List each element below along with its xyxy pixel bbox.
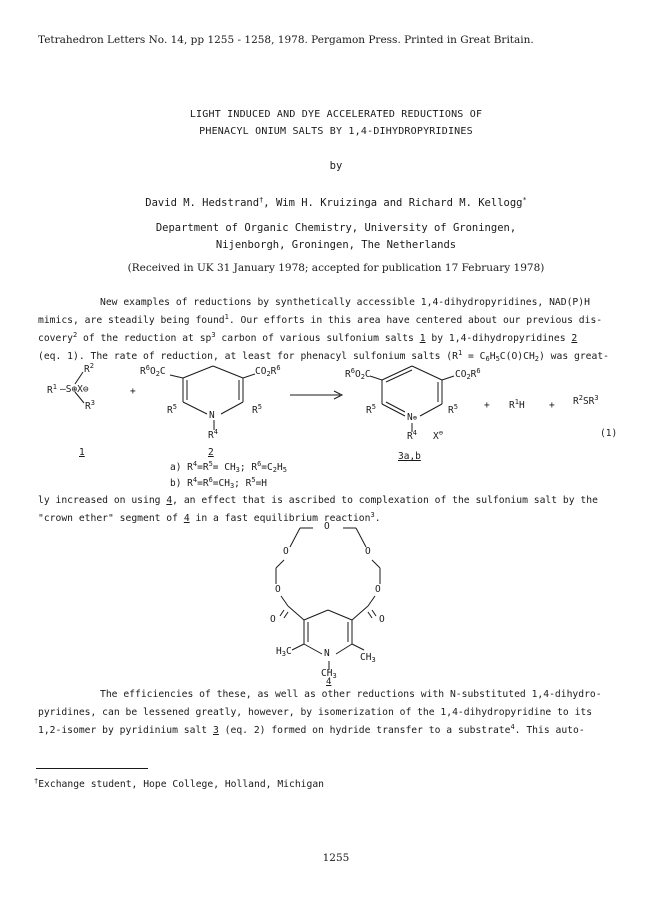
r4-label: $R^4$ [208,428,218,441]
footnote-text: Exchange student, Hope College, Holland, Michigan [38,779,325,790]
crown-nitrogen: N [324,648,330,659]
r2-label: $R^2$ [84,362,94,375]
option-b: b) $R^4=R^6=CH_3$; $R^5=H$ [170,476,268,490]
r5-right: $R^5$ [252,403,262,416]
title-line-2: PHENACYL ONIUM SALTS BY 1,4-DIHYDROPYRIDINES [199,126,473,137]
methyl-left: $H_3C$ [276,646,292,658]
footnote-dagger: † [34,777,39,785]
compound-2-label: 2 [208,447,214,458]
para1-line-2: mimics, are steadily being found$^1$. Our efforts in this area have centered about our previous dis- [38,313,603,326]
crown-oxygen-left-1: O [283,546,289,557]
plus-1: + [130,386,136,397]
r5-left: $R^5$ [167,403,177,416]
by-line: by [329,160,343,172]
compound-4-label: 4 [326,677,332,687]
affiliation-line-1: Department of Organic Chemistry, University of Groningen, [155,222,517,234]
para1-line-3: covery$^2$ of the reduction at $sp^3$ carbon of various sulfonium salts 1 by 1,4-dihydropyridines 2 [38,331,578,344]
sulfonium-center: —S⊕X⊖ [60,384,89,395]
dagger-mark: † [259,196,264,204]
r1h-product: $R^1H$ [509,398,525,411]
plus-3: + [549,400,555,411]
ring-nitrogen: N [209,410,215,421]
authors-rest: , Wim H. Kruizinga and Richard M. Kellogg [263,197,523,209]
author-1: David M. Hedstrand [145,197,260,209]
crown-oxygen-left-2: O [275,584,281,595]
para1-line-5: ly increased on using 4, an effect that is ascribed to complexation of the sulfonium salt by the [38,495,598,506]
page-number: 1255 [322,852,350,864]
journal-header: Tetrahedron Letters No. 14, pp 1255 - 1258, 1978. Pergamon Press. Printed in Great Britain. [38,34,534,46]
plus-2: + [484,400,490,411]
counter-anion: X⊖ [433,429,443,442]
para1-line-6: "crown ether" segment of 4 in a fast equilibrium reaction$^3$. [38,511,381,524]
carbonyl-oxygen-right: O [379,614,385,625]
title-line-1: LIGHT INDUCED AND DYE ACCELERATED REDUCTIONS OF [189,109,483,120]
asterisk-mark: * [522,196,527,204]
crown-oxygen-right-1: O [365,546,371,557]
r5-left-product: $R^5$ [366,403,376,416]
para1-line-4: (eq. 1). The rate of reduction, at least for phenacyl sulfonium salts $(R^1 = C_6H_5C(O)CH_2)$ was great- [38,349,609,363]
r6o2c-left: $R^6O_2C$ [140,364,166,378]
r3-label: $R^3$ [85,399,95,412]
r2sr3-product: $R^2SR^3$ [573,394,599,407]
carbonyl-oxygen-left: O [270,614,276,625]
r5-right-product: $R^5$ [448,403,458,416]
compound-3-label: 3a,b [398,451,421,462]
option-a: a) $R^4=R^5= CH_3$; $R^6=C_2H_5$ [170,460,287,474]
para2-line-2: pyridines, can be lessened greatly, however, by isomerization of the 1,4-dihydropyridine to its [38,707,593,718]
para1-line-1: New examples of reductions by synthetically accessible 1,4-dihydropyridines, NAD(P)H [100,297,590,308]
crown-oxygen-top: O [324,521,330,532]
co2r6-right-product: $CO_2R^6$ [455,367,481,381]
r1-label: $R^1$ [47,383,57,396]
received-line: (Received in UK 31 January 1978; accepted for publication 17 February 1978) [127,262,545,274]
n-methyl: $CH_3$ [321,668,337,680]
r4-label-product: $R^4$ [407,429,417,442]
affiliation-line-2: Nijenborgh, Groningen, The Netherlands [215,239,457,251]
footnote [34,778,324,791]
r6o2c-left-product: $R^6O_2C$ [345,367,371,381]
pyridinium-nitrogen: N⊕ [407,412,417,423]
para2-line-1: The efficiencies of these, as well as other reductions with N-substituted 1,4-dihydro- [100,689,602,700]
co2r6-right: $CO_2R^6$ [255,364,281,378]
crown-oxygen-right-2: O [375,584,381,595]
para2-line-3: 1,2-isomer by pyridinium salt 3 (eq. 2) formed on hydride transfer to a substrate$^4$. This auto- [38,723,585,736]
footnote-rule [36,768,148,769]
equation-number: (1) [600,428,618,439]
compound-1-label: 1 [79,447,85,458]
methyl-right: $CH_3$ [360,652,376,664]
